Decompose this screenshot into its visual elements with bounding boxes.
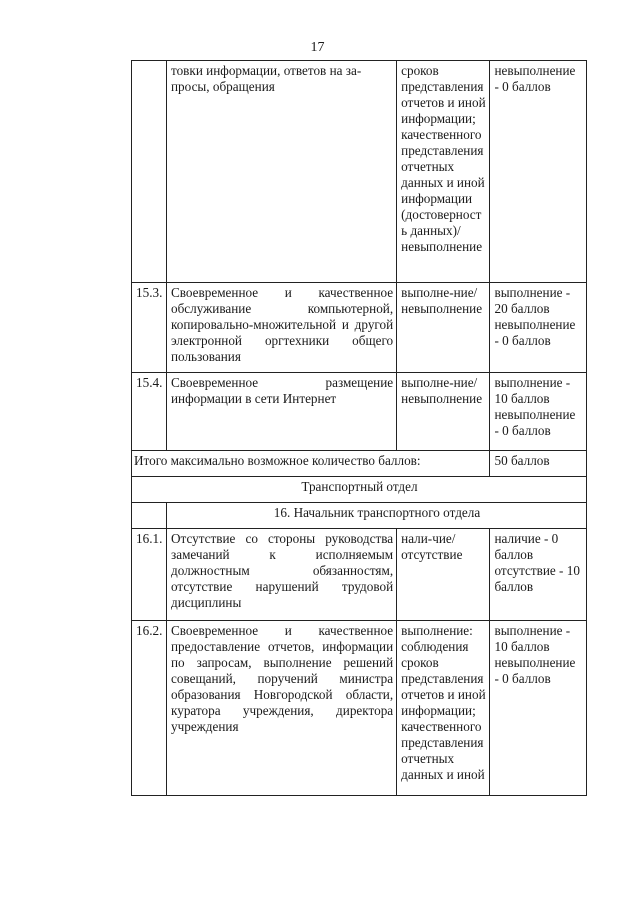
row-description: Отсутствие со стороны руководства замечаний к исполняемым должностным обязанностям, отсутствие нарушений трудовой дисциплины — [167, 529, 397, 621]
row-description: Своевременное размещение информации в сети Интернет — [167, 373, 397, 451]
total-row — [132, 451, 587, 477]
table-row — [132, 283, 587, 373]
row-description: товки информации, ответов на за- просы, обращения — [167, 61, 397, 283]
row-description: Своевременное и качественное обслуживание компьютерной, копировально-множительной и другой электронной оргтехники общего пользования — [167, 283, 397, 373]
row-score: выполнение - 10 баллов невыполнение - 0 баллов — [490, 373, 587, 451]
subsection-spacer — [132, 503, 167, 529]
row-number: 16.2. — [132, 621, 167, 796]
row-number: 16.1. — [132, 529, 167, 621]
page-number: 17 — [310, 40, 325, 55]
row-criterion: выполнение: соблюдения сроков представления отчетов и иной информации; качественного представления отчетных данных и иной — [397, 621, 490, 796]
subsection-row — [132, 503, 587, 529]
row-number: 15.4. — [132, 373, 167, 451]
row-criterion: выполне-ние/невыполнение — [397, 373, 490, 451]
row-score: выполнение - 10 баллов невыполнение - 0 баллов — [490, 621, 587, 796]
table-row — [132, 621, 587, 796]
table-row — [132, 373, 587, 451]
total-score: 50 баллов — [490, 451, 587, 477]
row-number: 15.3. — [132, 283, 167, 373]
table-row — [132, 529, 587, 621]
total-label: Итого максимально возможное количество баллов: — [132, 451, 490, 477]
row-criterion: выполне-ние/невыполнение — [397, 283, 490, 373]
subsection-title: 16. Начальник транспортного отдела — [167, 503, 587, 529]
criteria-table — [131, 60, 587, 796]
section-title: Транспортный отдел — [132, 477, 587, 503]
row-score: невыполнение - 0 баллов — [490, 61, 587, 283]
row-criterion: сроков представления отчетов и иной информации; качественного представления отчетных данных и иной информации (достоверность данных)/невыполнение — [397, 61, 490, 283]
row-description: Своевременное и качественное предоставление отчетов, информации по запросам, выполнение решений совещаний, поручений министра образования Новгородской области, куратора учреждения, директора учреждения — [167, 621, 397, 796]
row-number — [132, 61, 167, 283]
table-row — [132, 61, 587, 283]
row-score: выполнение - 20 баллов невыполнение - 0 баллов — [490, 283, 587, 373]
section-row — [132, 477, 587, 503]
row-criterion: нали-чие/отсутствие — [397, 529, 490, 621]
row-score: наличие - 0 баллов отсутствие - 10 баллов — [490, 529, 587, 621]
